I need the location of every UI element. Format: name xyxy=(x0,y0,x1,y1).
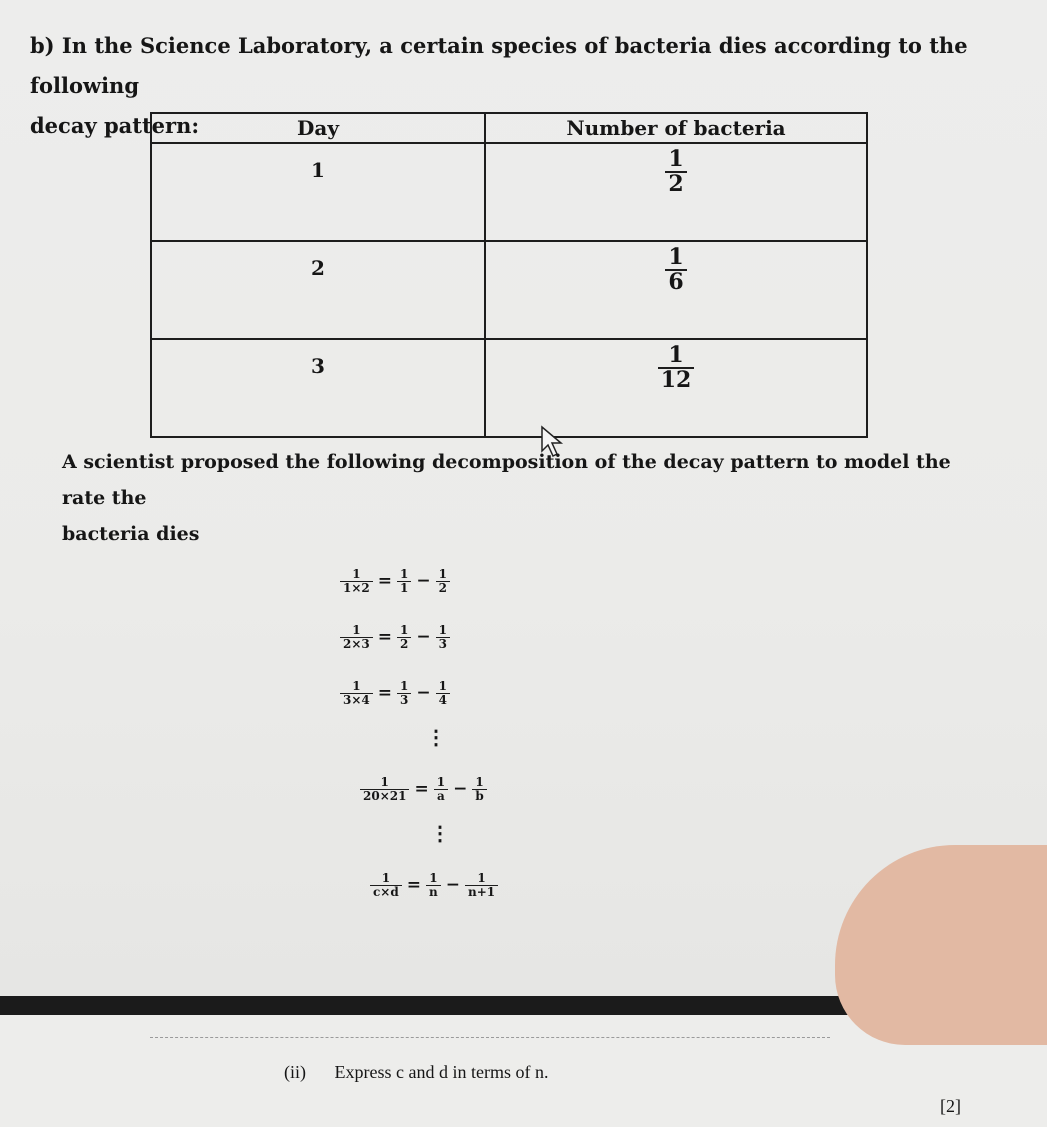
fraction xyxy=(665,148,686,196)
numerator: 1 xyxy=(668,244,684,270)
paragraph-line-1: A scientist proposed the following decomposition of the decay pattern to model the rate the xyxy=(62,451,951,509)
header-number-of-bacteria: Number of bacteria xyxy=(485,113,867,143)
minus-sign: − xyxy=(445,875,460,896)
second-fraction xyxy=(472,776,486,802)
numerator: 1 xyxy=(381,871,391,885)
bacteria-cell xyxy=(485,241,867,339)
denominator: 20×21 xyxy=(360,789,409,803)
denominator: 3 xyxy=(436,637,450,651)
header-day: Day xyxy=(151,113,485,143)
first-fraction xyxy=(397,680,411,706)
denominator: n xyxy=(426,885,441,899)
equals-sign: = xyxy=(377,571,393,592)
table-row xyxy=(151,143,867,241)
numerator: 1 xyxy=(352,567,361,581)
denominator: 1 xyxy=(397,581,411,595)
first-fraction xyxy=(397,568,411,594)
fraction xyxy=(658,344,695,392)
denominator: 12 xyxy=(658,367,695,392)
heading-line-2: decay pattern: xyxy=(30,113,200,138)
denominator: 4 xyxy=(436,693,450,707)
question-label: (ii) xyxy=(284,1062,306,1082)
numerator: 1 xyxy=(438,567,447,581)
second-fraction xyxy=(465,872,498,898)
denominator: 2 xyxy=(436,581,450,595)
denominator: n+1 xyxy=(465,885,498,899)
first-fraction xyxy=(397,624,411,650)
paragraph-line-2: bacteria dies xyxy=(62,523,200,545)
table-row xyxy=(151,241,867,339)
fraction xyxy=(665,246,686,294)
minus-sign: − xyxy=(453,779,468,800)
day-cell: 1 xyxy=(151,143,485,241)
numerator: 1 xyxy=(352,679,361,693)
table-row xyxy=(151,339,867,437)
marks-label: [2] xyxy=(940,1096,961,1116)
vertical-ellipsis: ⋮ xyxy=(430,821,450,845)
denominator: 2 xyxy=(665,171,686,196)
numerator: 1 xyxy=(477,871,486,885)
denominator: 2×3 xyxy=(340,637,373,651)
minus-sign: − xyxy=(416,627,431,648)
heading-line-1: b) In the Science Laboratory, a certain species of bacteria dies according to the following xyxy=(30,33,968,98)
table-header-row xyxy=(151,113,867,143)
denominator: 6 xyxy=(665,269,686,294)
equals-sign: = xyxy=(406,875,422,896)
second-fraction xyxy=(436,624,450,650)
numerator: 1 xyxy=(400,567,409,581)
day-cell: 3 xyxy=(151,339,485,437)
day-cell: 2 xyxy=(151,241,485,339)
denominator: 3 xyxy=(397,693,411,707)
numerator: 1 xyxy=(436,775,446,789)
equals-sign: = xyxy=(377,683,393,704)
denominator: 3×4 xyxy=(340,693,373,707)
vertical-ellipsis: ⋮ xyxy=(426,725,446,749)
question-text: Express c and d in terms of n. xyxy=(334,1062,549,1082)
equation-row xyxy=(370,872,498,898)
second-fraction xyxy=(436,680,450,706)
equation-row xyxy=(340,568,450,594)
denominator: 1×2 xyxy=(340,581,373,595)
equals-sign: = xyxy=(414,779,429,800)
bacteria-table xyxy=(150,112,868,438)
denominator: a xyxy=(434,789,448,803)
lhs-fraction xyxy=(340,680,373,706)
denominator: c×d xyxy=(370,885,402,899)
equation-row xyxy=(340,680,450,706)
denominator: 2 xyxy=(397,637,411,651)
numerator: 1 xyxy=(400,623,409,637)
bacteria-cell xyxy=(485,339,867,437)
minus-sign: − xyxy=(416,571,431,592)
paper-divider xyxy=(150,1037,830,1039)
equals-sign: = xyxy=(377,627,393,648)
numerator: 1 xyxy=(400,679,409,693)
first-fraction xyxy=(426,872,441,898)
second-fraction xyxy=(436,568,450,594)
question-ii xyxy=(284,1062,548,1083)
numerator: 1 xyxy=(668,146,684,172)
bacteria-cell xyxy=(485,143,867,241)
numerator: 1 xyxy=(438,623,447,637)
lhs-fraction xyxy=(340,624,373,650)
lhs-fraction xyxy=(370,872,402,898)
equation-row xyxy=(360,776,487,802)
numerator: 1 xyxy=(668,342,684,368)
scientist-paragraph xyxy=(62,444,982,552)
numerator: 1 xyxy=(429,871,438,885)
numerator: 1 xyxy=(438,679,447,693)
numerator: 1 xyxy=(352,623,361,637)
minus-sign: − xyxy=(416,683,431,704)
first-fraction xyxy=(434,776,448,802)
numerator: 1 xyxy=(380,775,389,789)
equation-row xyxy=(340,624,450,650)
numerator: 1 xyxy=(475,775,484,789)
lhs-fraction xyxy=(360,776,409,802)
denominator: b xyxy=(472,789,486,803)
lhs-fraction xyxy=(340,568,373,594)
